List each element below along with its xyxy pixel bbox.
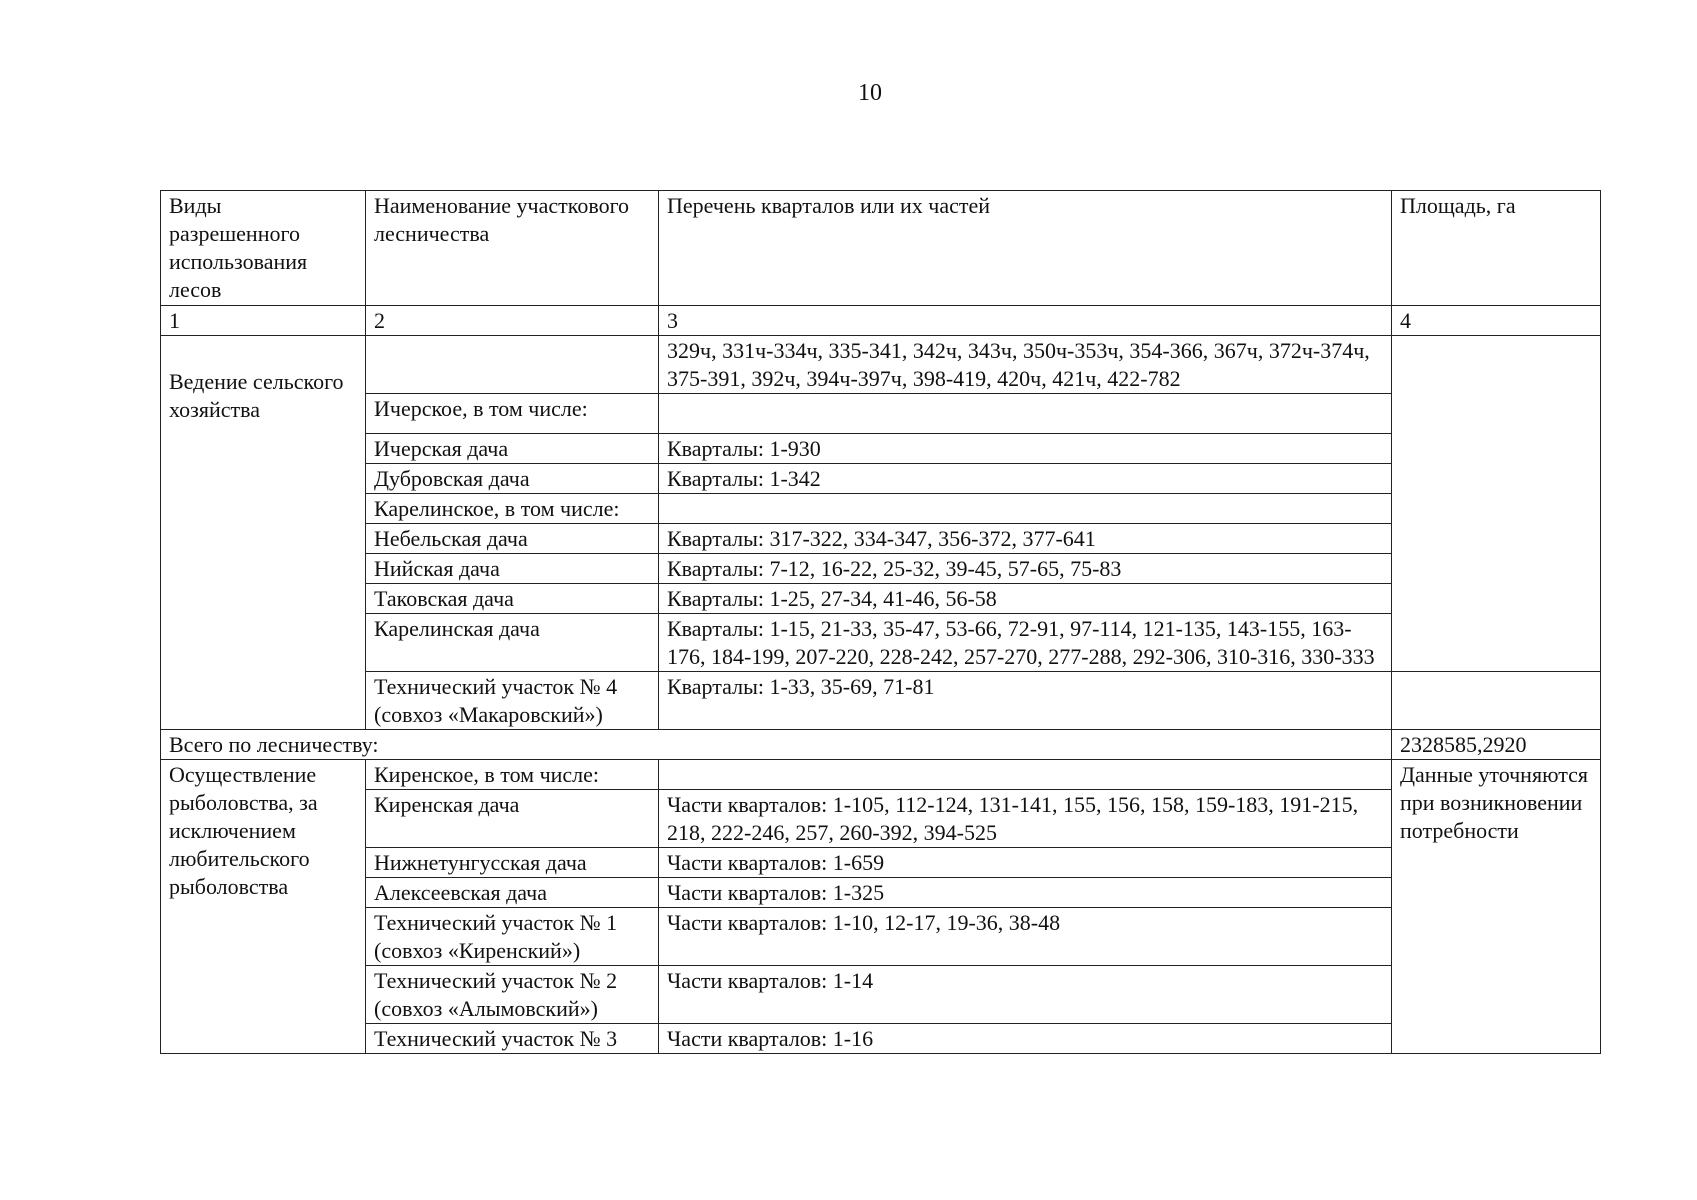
quarters-list: Части кварталов: 1-659 xyxy=(659,848,1392,878)
quarters-list: Части кварталов: 1-325 xyxy=(659,878,1392,908)
forestry-name: Таковская дача xyxy=(366,584,659,614)
forestry-name: Ичерская дача xyxy=(366,434,659,464)
forestry-name: Ичерское, в том числе: xyxy=(366,394,659,434)
use-type-agriculture: Ведение сельского хозяйства xyxy=(161,336,366,730)
page-number: 10 xyxy=(858,80,882,106)
quarters-list: Кварталы: 1-15, 21-33, 35-47, 53-66, 72-91, 97-114, 121-135, 143-155, 163-176, 184-199, 207-220, 228-242, 257-270, 277-288, 292-306, 310-316, 330-333 xyxy=(659,614,1392,672)
total-row xyxy=(161,730,1601,760)
quarters-list: Части кварталов: 1-14 xyxy=(659,966,1392,1024)
table-row xyxy=(161,614,1601,672)
table-row xyxy=(161,848,1601,878)
header-area: Площадь, га xyxy=(1392,191,1601,306)
forestry-name: Технический участок № 1 (совхоз «Киренский») xyxy=(366,908,659,966)
header-quarters-list: Перечень кварталов или их частей xyxy=(659,191,1392,306)
quarters-list: Кварталы: 7-12, 16-22, 25-32, 39-45, 57-65, 75-83 xyxy=(659,554,1392,584)
forestry-name: Карелинское, в том числе: xyxy=(366,494,659,524)
quarters-list xyxy=(659,760,1392,790)
table-row xyxy=(161,434,1601,464)
use-type-fishing: Осуществление рыболовства, за исключением любительского рыболовства xyxy=(161,760,366,1054)
total-label: Всего по лесничеству: xyxy=(161,730,1392,760)
quarters-list: Кварталы: 1-33, 35-69, 71-81 xyxy=(659,672,1392,730)
quarters-list: 329ч, 331ч-334ч, 335-341, 342ч, 343ч, 350ч-353ч, 354-366, 367ч, 372ч-374ч, 375-391, 392ч, 394ч-397ч, 398-419, 420ч, 421ч, 422-782 xyxy=(659,336,1392,394)
table-row xyxy=(161,966,1601,1024)
table-row xyxy=(161,336,1601,394)
quarters-list: Части кварталов: 1-10, 12-17, 19-36, 38-48 xyxy=(659,908,1392,966)
quarters-list: Части кварталов: 1-16 xyxy=(659,1024,1392,1054)
forest-use-table xyxy=(160,190,1601,1054)
forestry-name: Киренская дача xyxy=(366,790,659,848)
forestry-name: Технический участок № 2 (совхоз «Алымовский») xyxy=(366,966,659,1024)
quarters-list: Кварталы: 1-342 xyxy=(659,464,1392,494)
table-row xyxy=(161,672,1601,730)
table-row xyxy=(161,878,1601,908)
quarters-list xyxy=(659,394,1392,434)
table-row xyxy=(161,464,1601,494)
table-row xyxy=(161,790,1601,848)
header-row xyxy=(161,191,1601,306)
quarters-list: Кварталы: 1-930 xyxy=(659,434,1392,464)
forestry-name: Небельская дача xyxy=(366,524,659,554)
forestry-name: Технический участок № 3 xyxy=(366,1024,659,1054)
total-area: 2328585,2920 xyxy=(1392,730,1601,760)
table-row xyxy=(161,394,1601,434)
header-forestry-name: Наименование участкового лесничества xyxy=(366,191,659,306)
column-number: 4 xyxy=(1392,306,1601,336)
table-row xyxy=(161,494,1601,524)
table-row xyxy=(161,1024,1601,1054)
table-row xyxy=(161,760,1601,790)
header-use-type: Виды разрешенного использования лесов xyxy=(161,191,366,306)
table-row xyxy=(161,524,1601,554)
column-number: 3 xyxy=(659,306,1392,336)
forestry-name: Карелинская дача xyxy=(366,614,659,672)
forestry-name: Киренское, в том числе: xyxy=(366,760,659,790)
area-cell xyxy=(1392,672,1601,730)
area-note: Данные уточняются при возникновении потребности xyxy=(1392,760,1601,1054)
table-row xyxy=(161,554,1601,584)
column-number-row xyxy=(161,306,1601,336)
table-row xyxy=(161,908,1601,966)
forestry-name: Нижнетунгусская дача xyxy=(366,848,659,878)
forestry-name: Технический участок № 4 (совхоз «Макаровский») xyxy=(366,672,659,730)
table-row xyxy=(161,584,1601,614)
area-cell xyxy=(1392,336,1601,672)
quarters-list: Кварталы: 317-322, 334-347, 356-372, 377-641 xyxy=(659,524,1392,554)
quarters-list xyxy=(659,494,1392,524)
forestry-name: Дубровская дача xyxy=(366,464,659,494)
forestry-name: Нийская дача xyxy=(366,554,659,584)
quarters-list: Части кварталов: 1-105, 112-124, 131-141, 155, 156, 158, 159-183, 191-215, 218, 222-246, 257, 260-392, 394-525 xyxy=(659,790,1392,848)
forestry-name xyxy=(366,336,659,394)
column-number: 2 xyxy=(366,306,659,336)
quarters-list: Кварталы: 1-25, 27-34, 41-46, 56-58 xyxy=(659,584,1392,614)
column-number: 1 xyxy=(161,306,366,336)
forestry-name: Алексеевская дача xyxy=(366,878,659,908)
